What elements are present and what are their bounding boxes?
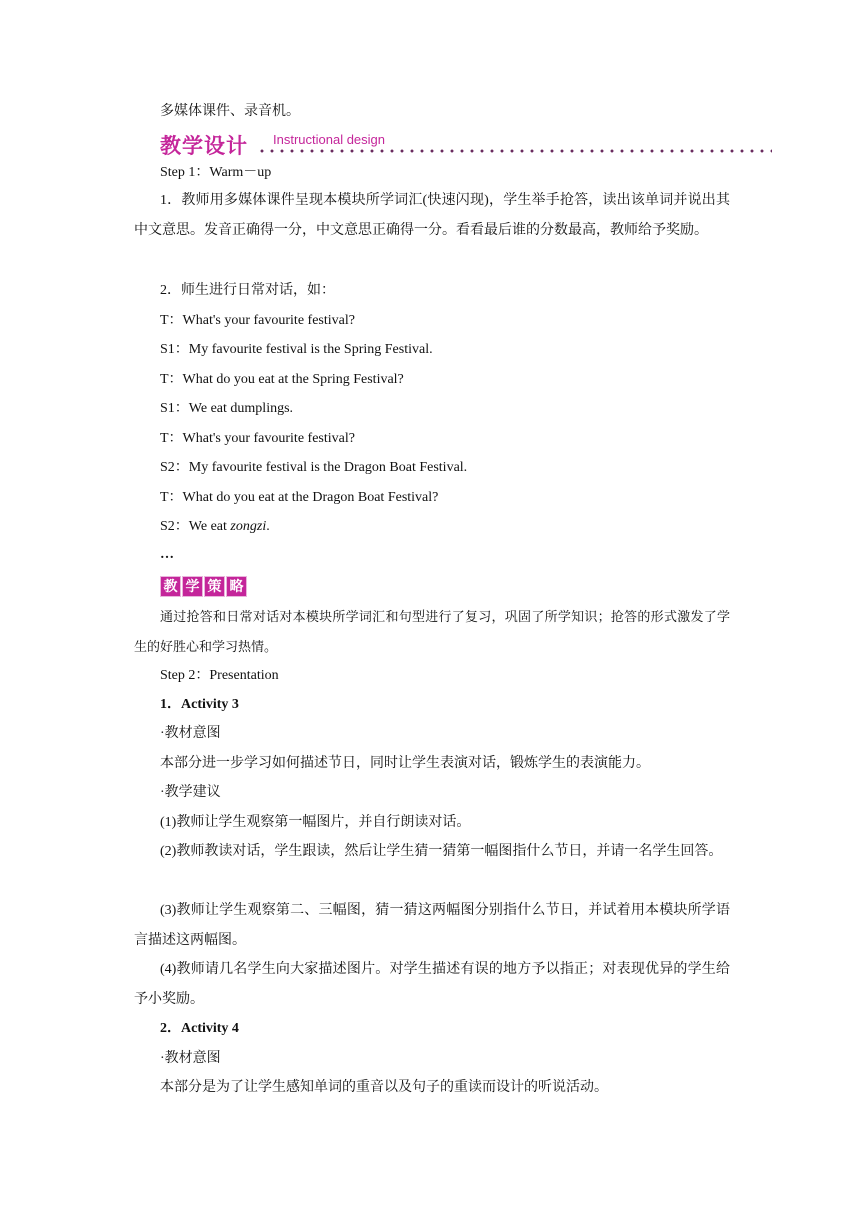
section-heading-cn: 教学设计 <box>160 134 248 158</box>
badge-char: 略 <box>226 576 247 597</box>
dotted-divider <box>257 148 772 154</box>
section-heading <box>160 130 772 160</box>
intro-line: 多媒体课件、录音机。 <box>160 104 300 119</box>
dialogue-line: S1：My favourite festival is the Spring Festival. <box>160 342 433 357</box>
section-heading-en: Instructional design <box>273 132 386 147</box>
dialogue-line-last <box>160 517 270 537</box>
step1-title: Step 1：Warm－up <box>160 165 272 180</box>
dialogue-last-prefix: S2：We eat <box>160 519 231 534</box>
activity3-advice3 <box>134 896 730 955</box>
badge-char: 学 <box>182 576 203 597</box>
dialogue-line: S2：My favourite festival is the Dragon Boat Festival. <box>160 460 468 475</box>
activity3-intent-text: 本部分进一步学习如何描述节日，同时让学生表演对话，锻炼学生的表演能力。 <box>160 756 650 771</box>
strategy-text <box>134 603 730 662</box>
strategy-text-body: 通过抢答和日常对话对本模块所学词汇和句型进行了复习，巩固了所学知识；抢答的形式激发了学生的好胜心和学习热情。 <box>134 610 730 655</box>
step1-item1-text: 1．教师用多媒体课件呈现本模块所学词汇(快速闪现)，学生举手抢答，读出该单词并说出其中文意思。发音正确得一分，中文意思正确得一分。看看最后谁的分数最高，教师给予奖励。 <box>134 193 730 238</box>
dialogue-last-suffix: . <box>266 519 270 534</box>
badge-char: 教 <box>160 576 181 597</box>
dialogue-line: S1：We eat dumplings. <box>160 401 294 416</box>
activity3-advice1: (1)教师让学生观察第一幅图片，并自行朗读对话。 <box>160 815 471 830</box>
activity3-advice3-text: (3)教师让学生观察第二、三幅图，猜一猜这两幅图分别指什么节日，并试着用本模块所学语言描述这两幅图。 <box>134 903 730 948</box>
activity4-intent-label: ·教材意图 <box>160 1051 221 1066</box>
strategy-badge <box>160 576 248 598</box>
step1-item2: 2．师生进行日常对话，如： <box>160 283 335 298</box>
activity3-intent-label: ·教材意图 <box>160 726 221 741</box>
activity4-title: 2．Activity 4 <box>160 1021 239 1036</box>
activity3-title: 1．Activity 3 <box>160 697 239 712</box>
activity4-intent-text: 本部分是为了让学生感知单词的重音以及句子的重读而设计的听说活动。 <box>160 1080 608 1095</box>
dialogue-line: T：What do you eat at the Dragon Boat Festival? <box>160 490 439 505</box>
activity3-advice2 <box>134 837 730 867</box>
dialogue-line: T：What's your favourite festival? <box>160 431 355 446</box>
badge-char: 策 <box>204 576 225 597</box>
ellipsis: … <box>160 547 174 562</box>
activity3-advice4-text: (4)教师请几名学生向大家描述图片。对学生描述有误的地方予以指正；对表现优异的学生给予小奖励。 <box>134 962 730 1007</box>
step1-item1 <box>134 186 730 245</box>
activity3-advice-label: ·教学建议 <box>160 785 221 800</box>
step2-title: Step 2：Presentation <box>160 668 279 683</box>
activity3-advice2-text: (2)教师教读对话，学生跟读，然后让学生猜一猜第一幅图指什么节日，并请一名学生回答。 <box>160 844 723 859</box>
dialogue-line: T：What do you eat at the Spring Festival? <box>160 372 404 387</box>
activity3-advice4 <box>134 955 730 1014</box>
dialogue-last-italic: zongzi <box>230 519 267 534</box>
dialogue-line: T：What's your favourite festival? <box>160 313 355 328</box>
